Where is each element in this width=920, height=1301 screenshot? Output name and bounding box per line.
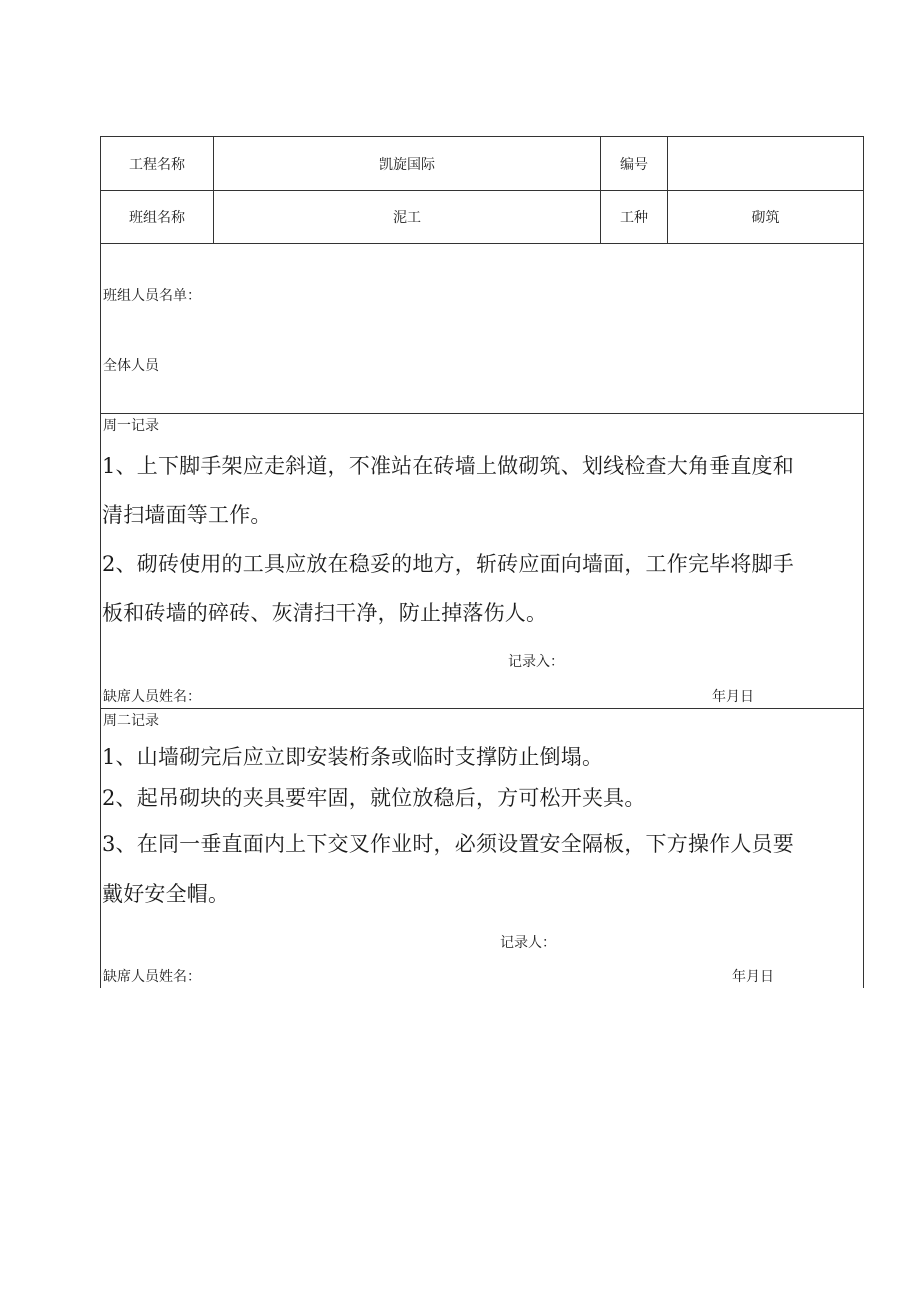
row-divider <box>100 708 864 709</box>
monday-line-3: 2、砌砖使用的工具应放在稳妥的地方，斩砖应面向墙面，工作完毕将脚手 <box>102 552 794 576</box>
monday-line-2: 清扫墙面等工作。 <box>102 503 272 527</box>
tuesday-line-1: 1、山墙砌完后应立即安装桁条或临时支撑防止倒塌。 <box>102 745 604 769</box>
row-divider <box>100 243 864 244</box>
tuesday-title: 周二记录 <box>103 713 159 729</box>
monday-date-label: 年月日 <box>712 689 754 705</box>
trade-label: 工种 <box>620 210 648 226</box>
tuesday-line-3: 3、在同一垂直面内上下交叉作业时，必须设置安全隔板，下方操作人员要 <box>102 832 794 856</box>
members-label: 班组人员名单： <box>103 288 201 304</box>
monday-title: 周一记录 <box>103 418 159 434</box>
tuesday-absent-label: 缺席人员姓名： <box>103 969 201 985</box>
monday-line-4: 板和砖墙的碎砖、灰清扫干净，防止掉落伤人。 <box>102 601 548 625</box>
project-name-label: 工程名称 <box>129 156 185 173</box>
tuesday-line-4: 戴好安全帽。 <box>102 882 230 906</box>
tuesday-recorder-label: 记录人： <box>500 935 556 951</box>
number-label: 编号 <box>620 156 648 173</box>
team-name-label: 班组名称 <box>129 210 185 226</box>
project-name-value: 凯旋国际 <box>379 156 435 173</box>
team-name-value: 泥工 <box>393 210 421 226</box>
trade-value: 砌筑 <box>751 210 780 226</box>
members-value: 全体人员 <box>103 358 159 374</box>
row-divider <box>100 413 864 414</box>
monday-absent-label: 缺席人员姓名： <box>103 689 201 705</box>
number-value <box>668 137 863 190</box>
tuesday-line-2: 2、起吊砌块的夹具要牢固，就位放稳后，方可松开夹具。 <box>102 786 646 810</box>
monday-recorder-label: 记录入： <box>508 654 564 670</box>
monday-line-1: 1、上下脚手架应走斜道，不准站在砖墙上做砌筑、划线检查大角垂直度和 <box>102 454 794 478</box>
tuesday-date-label: 年月日 <box>732 969 774 985</box>
